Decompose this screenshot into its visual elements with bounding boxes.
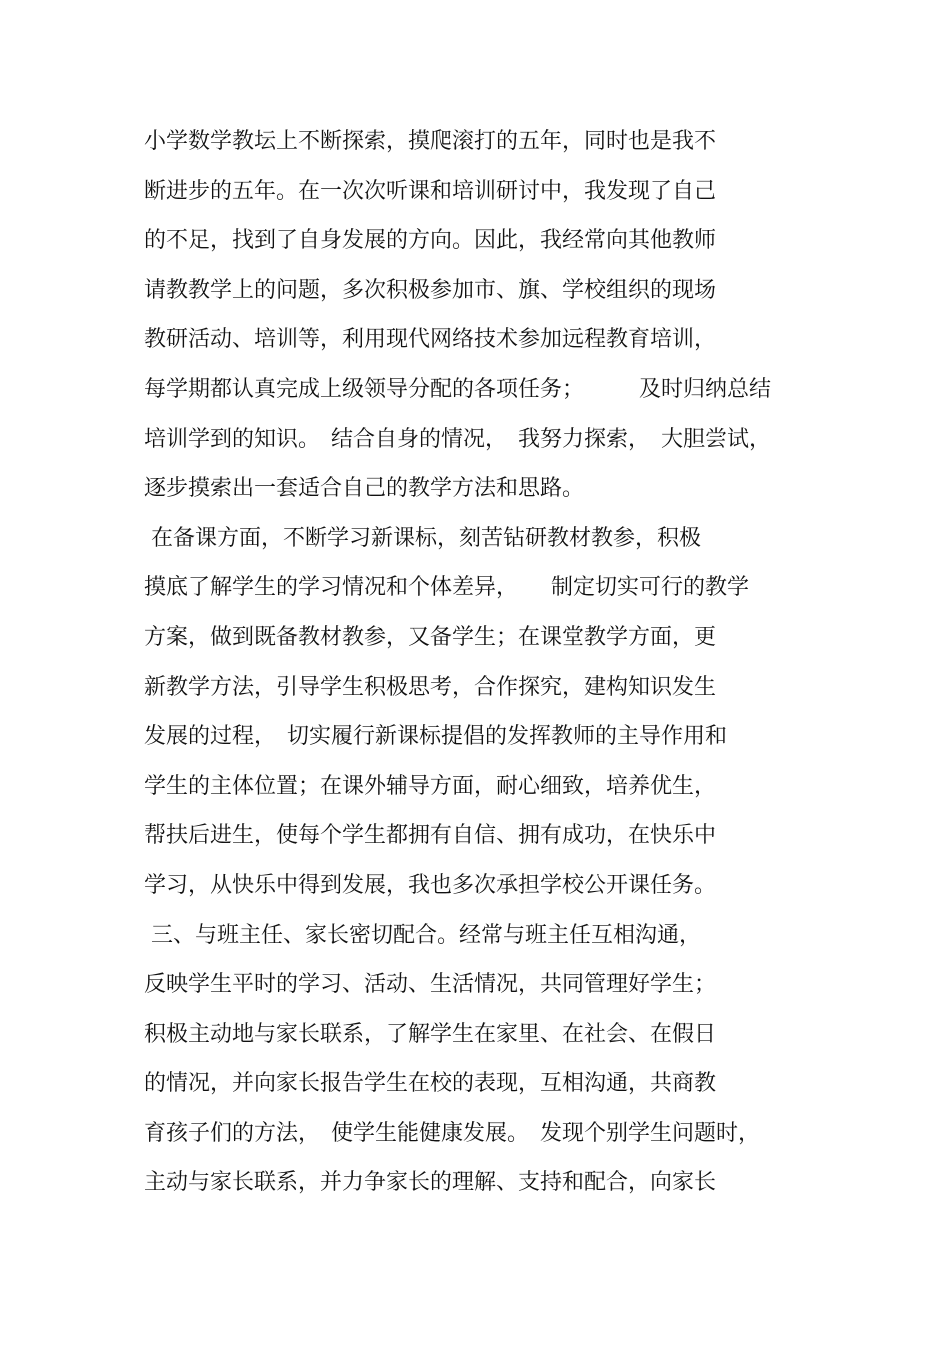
text-line: 在备课方面，不断学习新课标，刻苦钻研教材教参，积极 [144,525,701,551]
text-line: 方案，做到既备教材教参，又备学生；在课堂教学方面，更 [144,624,717,650]
text-line: 的情况，并向家长报告学生在校的表现，互相沟通，共商教 [144,1071,717,1097]
text-line: 逐步摸索出一套适合自己的教学方法和思路。 [144,476,585,502]
text-line: 新教学方法，引导学生积极思考，合作探究，建构知识发生 [144,674,717,700]
text-line: 帮扶后进生，使每个学生都拥有自信、拥有成功，在快乐中 [144,823,717,849]
text-line: 积极主动地与家长联系，了解学生在家里、在社会、在假日 [144,1021,717,1047]
text-line: 育孩子们的方法， 使学生能健康发展。 发现个别学生问题时， [144,1120,761,1146]
text-line: 请教教学上的问题，多次积极参加市、旗、学校组织的现场 [144,277,717,303]
text-line: 主动与家长联系，并力争家长的理解、支持和配合，向家长 [144,1170,717,1196]
text-line: 学生的主体位置；在课外辅导方面，耐心细致，培养优生， [144,773,717,799]
text-line: 反映学生平时的学习、活动、生活情况，共同管理好学生； [144,972,717,998]
body-text [144,124,824,1215]
text-line: 每学期都认真完成上级领导分配的各项任务； 及时归纳总结 [144,376,772,402]
text-line: 学习，从快乐中得到发展，我也多次承担学校公开课任务。 [144,872,717,898]
text-line: 发展的过程， 切实履行新课标提倡的发挥教师的主导作用和 [144,724,728,750]
text-line: 断进步的五年。在一次次听课和培训研讨中，我发现了自己 [144,178,717,204]
text-line: 教研活动、培训等，利用现代网络技术参加远程教育培训， [144,327,717,353]
text-line: 摸底了解学生的学习情况和个体差异， 制定切实可行的教学 [144,575,750,601]
text-line: 的不足，找到了自身发展的方向。因此，我经常向其他教师 [144,228,717,254]
text-line: 三、与班主任、家长密切配合。经常与班主任互相沟通， [144,922,701,948]
text-line: 培训学到的知识。 结合自身的情况， 我努力探索， 大胆尝试， [144,426,772,452]
text-line: 小学数学教坛上不断探索，摸爬滚打的五年，同时也是我不 [144,129,717,154]
